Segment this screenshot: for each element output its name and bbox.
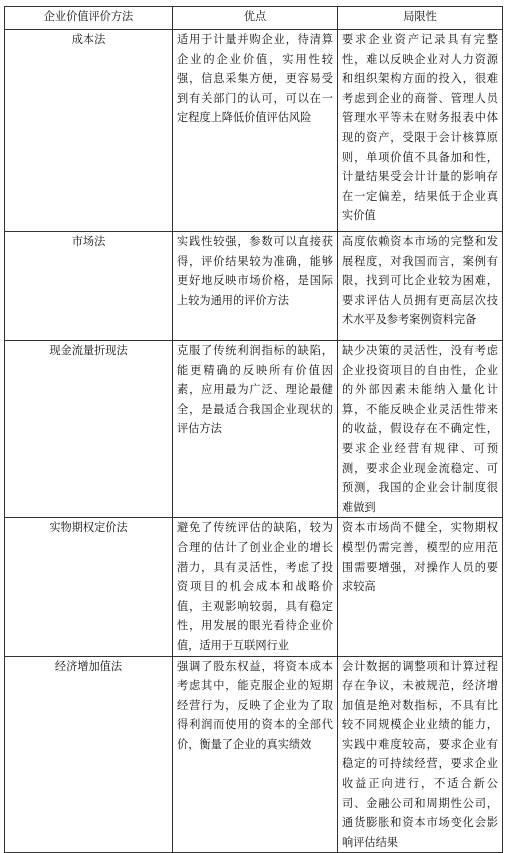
table-row	[5, 30, 503, 232]
method-cell: 市场法	[5, 232, 173, 341]
cons-cell: 要求企业资产记录具有完整性，难以反映企业对人力资源和组织架构方面的投入，很难考虑到企业的商誉、管理人员管理水平等未在财务报表中体现的资产，受限于会计核算原则，单项价值不具备加和性，计量结果受会计计量的影响存在一定偏差，结果低于企业真实价值	[338, 30, 503, 232]
pros-cell: 避免了传统评估的缺陷，较为合理的估计了创业企业的增长潜力，具有灵活性，考虑了投资项目的机会成本和战略价值，主观影响较弱，具有稳定性，用发展的眼光看待企业价值，适用于互联网行业	[173, 518, 338, 656]
cons-cell: 缺少决策的灵活性，没有考虑企业投资项目的自由性，企业的外部因素未能纳入量化计算，不能反映企业灵活性带来的收益，假设存在不确定性，要求企业经营有规律、可预测，要求企业现金流稳定、可预测，我国的企业会计制度很难做到	[338, 341, 503, 518]
pros-cell: 适用于计量并购企业，待清算企业的企业价值，实用性较强，信息采集方便，更容易受到有关部门的认可，可以在一定程度上降低价值评估风险	[173, 30, 338, 232]
cons-cell: 资本市场尚不健全，实物期权模型仍需完善，模型的应用范围需要增强，对操作人员的要求较高	[338, 518, 503, 656]
header-pros: 优点	[173, 7, 338, 30]
header-cons: 局限性	[338, 7, 503, 30]
table-row	[5, 656, 503, 853]
header-method: 企业价值评价方法	[5, 7, 173, 30]
table-row	[5, 518, 503, 656]
pros-cell: 实践性较强，参数可以直接获得，评价结果较为准确，能够更好地反映市场价格，是国际上较为通用的评价方法	[173, 232, 338, 341]
cons-cell: 会计数据的调整项和计算过程存在争议，未被规范，经济增加值是绝对数指标，不具有比较不同规模企业业绩的能力，实践中难度较高，要求企业有稳定的可持续经营，要求企业收益正向进行，不适合新公司、金融公司和周期性公司，通货膨胀和资本市场变化会影响评估结果	[338, 656, 503, 853]
pros-cell: 强调了股东权益，将资本成本考虑其中，能克服企业的短期经营行为，反映了企业为了取得利润而使用的资本的全部代价，衡量了企业的真实绩效	[173, 656, 338, 853]
pros-cell: 克服了传统利润指标的缺陷，能更精确的反映所有价值因素，应用最为广泛、理论最健全，是最适合我国企业现状的评估方法	[173, 341, 338, 518]
cons-cell: 高度依赖资本市场的完整和发展程度，对我国而言，案例有限，找到可比企业较为困难，要求评估人员拥有更高层次技术水平及参考案例资料完备	[338, 232, 503, 341]
table-row	[5, 232, 503, 341]
table-header-row	[5, 7, 503, 30]
method-cell: 经济增加值法	[5, 656, 173, 853]
method-cell: 成本法	[5, 30, 173, 232]
valuation-methods-table	[4, 6, 503, 853]
table-row	[5, 341, 503, 518]
method-cell: 实物期权定价法	[5, 518, 173, 656]
method-cell: 现金流量折现法	[5, 341, 173, 518]
